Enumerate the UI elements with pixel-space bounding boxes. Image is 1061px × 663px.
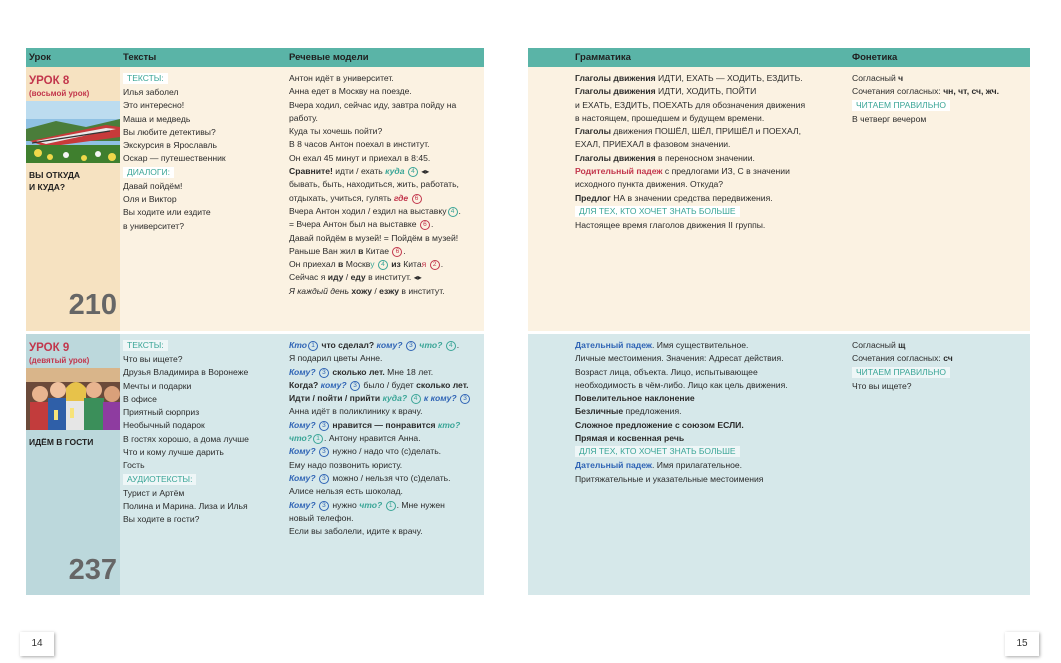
lesson8-row — [26, 67, 484, 331]
read-correctly-tag: ЧИТАЕМ ПРАВИЛЬНО — [852, 100, 950, 111]
grammar-line: Возраст лица, объекта. Лицо, испытывающее — [575, 366, 758, 377]
train-photo — [26, 101, 120, 163]
list-item: В офисе — [123, 393, 157, 404]
list-item: В гостях хорошо, а дома лучше — [123, 433, 249, 444]
audio-texts-tag: АУДИОТЕКСТЫ: — [123, 474, 196, 485]
grammar-line: необходимость в чём-либо. Лицо как цель движения. — [575, 379, 788, 390]
list-item: Давай пойдём! — [123, 180, 183, 191]
case-number-badge: 6 — [420, 220, 430, 230]
case-number-badge: 3 — [319, 474, 329, 484]
speech-line: Он ехал 45 минут и приехал в 8:45. — [289, 152, 431, 163]
case-number-badge: 3 — [319, 447, 329, 457]
list-item: Вы любите детективы? — [123, 126, 216, 137]
list-item: в университет? — [123, 220, 184, 231]
speech-line: Алисе нельзя есть шоколад. — [289, 486, 403, 497]
speech-line: Кому? 3 нужно / надо что (с)делать. — [289, 446, 442, 457]
left-page — [26, 48, 484, 586]
extra-tag: ДЛЯ ТЕХ, КТО ХОЧЕТ ЗНАТЬ БОЛЬШЕ — [575, 446, 740, 457]
lesson9-title: УРОК 9 — [29, 342, 70, 354]
grammar-line: Предлог НА в значении средства передвижения. — [575, 192, 773, 203]
lesson9-subtitle: (девятый урок) — [29, 356, 90, 365]
case-number-badge: 4 — [411, 394, 421, 404]
speech-line: Раньше Ван жил в Китае 6 . — [289, 245, 406, 256]
grammar-line: ЕХАЛ, ПРИЕХАЛ в фазовом значении. — [575, 139, 731, 150]
grammar-line: Глаголы движения в переносном значении. — [575, 152, 755, 163]
phonetics-line: Согласный ч — [852, 73, 904, 83]
header-speech-models: Речевые модели — [289, 52, 369, 63]
lesson8-title: УРОК 8 — [29, 75, 70, 87]
speech-line: Сравните! идти / ехать куда 4 ◂▸ — [289, 166, 430, 177]
lesson8-cell — [26, 67, 120, 331]
grammar-line: Глаголы движения ИДТИ, ЕХАТЬ — ХОДИТЬ, ЕЗДИТЬ. — [575, 73, 803, 83]
page-number-left: 14 — [20, 632, 54, 656]
double-arrow-icon: ◂▸ — [421, 167, 430, 177]
lesson9-phonetics-column — [852, 339, 953, 393]
speech-line: В 8 часов Антон поехал в институт. — [289, 139, 430, 150]
dialogs-tag: ДИАЛОГИ: — [123, 167, 174, 178]
grammar-line: Безличные предложения. — [575, 406, 682, 417]
list-item: Турист и Артём — [123, 487, 185, 498]
speech-line: Кому? 3 нужно что? 1 . Мне нужен — [289, 499, 445, 510]
grammar-line: Глаголы движения ИДТИ, ХОДИТЬ, ПОЙТИ — [575, 86, 757, 97]
list-item: Оля и Виктор — [123, 194, 177, 205]
grammar-line: Притяжательные и указательные местоимения — [575, 473, 764, 484]
texts-tag: ТЕКСТЫ: — [123, 340, 168, 351]
speech-line: Когда? кому? 3 было / будет сколько лет. — [289, 379, 469, 390]
read-correctly-tag: ЧИТАЕМ ПРАВИЛЬНО — [852, 367, 950, 378]
speech-line: Анна едет в Москву на поезде. — [289, 86, 412, 97]
list-item: Что и кому лучше дарить — [123, 447, 224, 458]
phonetics-line: В четверг вечером — [852, 113, 927, 124]
case-number-badge: 3 — [460, 394, 470, 404]
case-number-badge: 3 — [319, 501, 329, 511]
speech-line: Кому? 3 можно / нельзя что (с)делать. — [289, 472, 451, 483]
list-item: Приятный сюрприз — [123, 407, 200, 418]
lesson8-texts-column — [123, 72, 226, 233]
speech-line: бывать, быть, находиться, жить, работать, — [289, 179, 459, 190]
list-item: Экскурсия в Ярославль — [123, 140, 217, 151]
list-item: Это интересно! — [123, 100, 185, 111]
case-number-badge: 3 — [406, 341, 416, 351]
speech-line: Давай пойдём в музей! = Пойдём в музей! — [289, 232, 459, 243]
speech-line: работу. — [289, 112, 318, 123]
speech-line: что? 1 . Антону нравится Анна. — [289, 433, 421, 444]
speech-line: = Вчера Антон был на выставке 6 . — [289, 219, 434, 230]
texts-tag: ТЕКСТЫ: — [123, 73, 168, 84]
list-item: Гость — [123, 460, 145, 471]
case-number-badge: 1 — [386, 501, 396, 511]
speech-line: Кому? 3 сколько лет. Мне 18 лет. — [289, 366, 434, 377]
case-number-badge: 6 — [392, 247, 402, 257]
lesson9-speech-column — [289, 339, 471, 538]
lesson8-right-row — [528, 67, 1030, 331]
lesson9-texts-column — [123, 339, 249, 527]
grammar-line: Настоящее время глаголов движения II группы. — [575, 219, 766, 230]
case-number-badge: 1 — [308, 341, 318, 351]
grammar-line: в настоящем, прошедшем и будущем времени. — [575, 112, 765, 123]
speech-line: Я подарил цветы Анне. — [289, 353, 383, 364]
lesson9-right-row — [528, 334, 1030, 595]
case-number-badge: 4 — [378, 260, 388, 270]
speech-line: отдыхать, учиться, гулять где 6 — [289, 192, 461, 205]
lesson8-theme: ВЫ ОТКУДА И КУДА? — [29, 170, 81, 192]
lesson9-cell — [26, 334, 120, 595]
list-item: Мечты и подарки — [123, 380, 192, 391]
grammar-line: Родительный падеж с предлогами ИЗ, С в значении — [575, 166, 790, 177]
grammar-line: исходного пункта движения. Откуда? — [575, 179, 724, 190]
page-number-right: 15 — [1005, 632, 1039, 656]
header-grammar: Грамматика — [575, 52, 631, 63]
speech-line: Сейчас я иду / еду в институт. ◂▸ — [289, 272, 422, 283]
right-header — [528, 48, 1030, 67]
header-texts: Тексты — [123, 52, 157, 63]
header-lesson: Урок — [29, 52, 51, 63]
grammar-line: Личные местоимения. Значения: Адресат действия. — [575, 353, 784, 364]
speech-line: Анна идёт в поликлинику к врачу. — [289, 406, 423, 417]
case-number-badge: 3 — [319, 368, 329, 378]
phonetics-line: Согласный щ — [852, 340, 906, 350]
case-number-badge: 3 — [350, 381, 360, 391]
list-item: Необычный подарок — [123, 420, 205, 431]
speech-line: Антон идёт в университет. — [289, 73, 394, 83]
header-phonetics: Фонетика — [852, 52, 898, 63]
party-photo — [26, 368, 120, 430]
extra-tag: ДЛЯ ТЕХ, КТО ХОЧЕТ ЗНАТЬ БОЛЬШЕ — [575, 206, 740, 217]
case-number-badge: 3 — [319, 421, 329, 431]
list-item: Вы ходите в гости? — [123, 514, 200, 525]
lesson8-phonetics-column — [852, 72, 999, 126]
lesson8-page-number: 210 — [68, 289, 117, 321]
case-number-badge: 4 — [446, 341, 456, 351]
lesson8-speech-column — [289, 72, 461, 298]
lesson9-page-number: 237 — [68, 554, 117, 586]
speech-line: Если вы заболели, идите к врачу. — [289, 526, 423, 537]
lesson9-row — [26, 334, 484, 595]
speech-line: Кому? 3 нравится — понравится кто? — [289, 419, 461, 430]
case-number-badge: 2 — [430, 260, 440, 270]
list-item: Маша и медведь — [123, 113, 191, 124]
phonetics-line: Сочетания согласных: чн, чт, сч, жч. — [852, 86, 1000, 97]
grammar-line: Повелительное наклонение — [575, 393, 695, 404]
speech-line: новый телефон. — [289, 512, 354, 523]
list-item: Вы ходите или ездите — [123, 207, 211, 218]
speech-line: Он приехал в Москву 4 из Китая 2 . — [289, 259, 444, 270]
speech-line: Вчера ходил, сейчас иду, завтра пойду на — [289, 99, 457, 110]
speech-line: Ему надо позвонить юристу. — [289, 459, 403, 470]
list-item: Оскар — путешественник — [123, 153, 226, 164]
case-number-badge: 1 — [313, 434, 323, 444]
speech-line: Идти / пойти / прийти куда? 4 к кому? 3 — [289, 392, 471, 405]
lesson8-grammar-column — [575, 72, 805, 232]
left-header — [26, 48, 484, 67]
list-item: Друзья Владимира в Воронеже — [123, 367, 249, 378]
list-item: Полина и Марина. Лиза и Илья — [123, 500, 248, 511]
lesson9-grammar-column — [575, 339, 788, 486]
case-number-badge: 4 — [408, 167, 418, 177]
phonetics-line: Что вы ищете? — [852, 380, 912, 391]
speech-line: Я каждый день хожу / езжу в институт. — [289, 285, 445, 296]
right-page — [528, 48, 1030, 484]
speech-line: Вчера Антон ходил / ездил на выставку 4 . — [289, 205, 461, 216]
speech-line: Куда ты хочешь пойти? — [289, 126, 383, 137]
grammar-line: Дательный падеж. Имя прилагательное. — [575, 460, 743, 471]
lesson9-theme: ИДЁМ В ГОСТИ — [29, 437, 94, 447]
list-item: Что вы ищете? — [123, 354, 183, 364]
speech-line: Кто 1 что сделал? кому? 3 что? 4 . — [289, 340, 460, 350]
grammar-line: и ЕХАТЬ, ЕЗДИТЬ, ПОЕХАТЬ для обозначения движения — [575, 99, 806, 110]
double-arrow-icon: ◂▸ — [413, 273, 422, 283]
list-item: Илья заболел — [123, 87, 179, 97]
phonetics-line: Сочетания согласных: сч — [852, 353, 953, 364]
case-number-badge: 4 — [448, 207, 458, 217]
lesson8-subtitle: (восьмой урок) — [29, 89, 90, 98]
grammar-line: Прямая и косвенная речь — [575, 433, 685, 444]
case-number-badge: 6 — [412, 194, 422, 204]
grammar-line: Сложное предложение с союзом ЕСЛИ. — [575, 419, 744, 430]
grammar-line: Глаголы движения ПОШЁЛ, ШЁЛ, ПРИШЁЛ и ПОЕХАЛ, — [575, 126, 801, 137]
grammar-line: Дательный падеж. Имя существительное. — [575, 340, 749, 350]
